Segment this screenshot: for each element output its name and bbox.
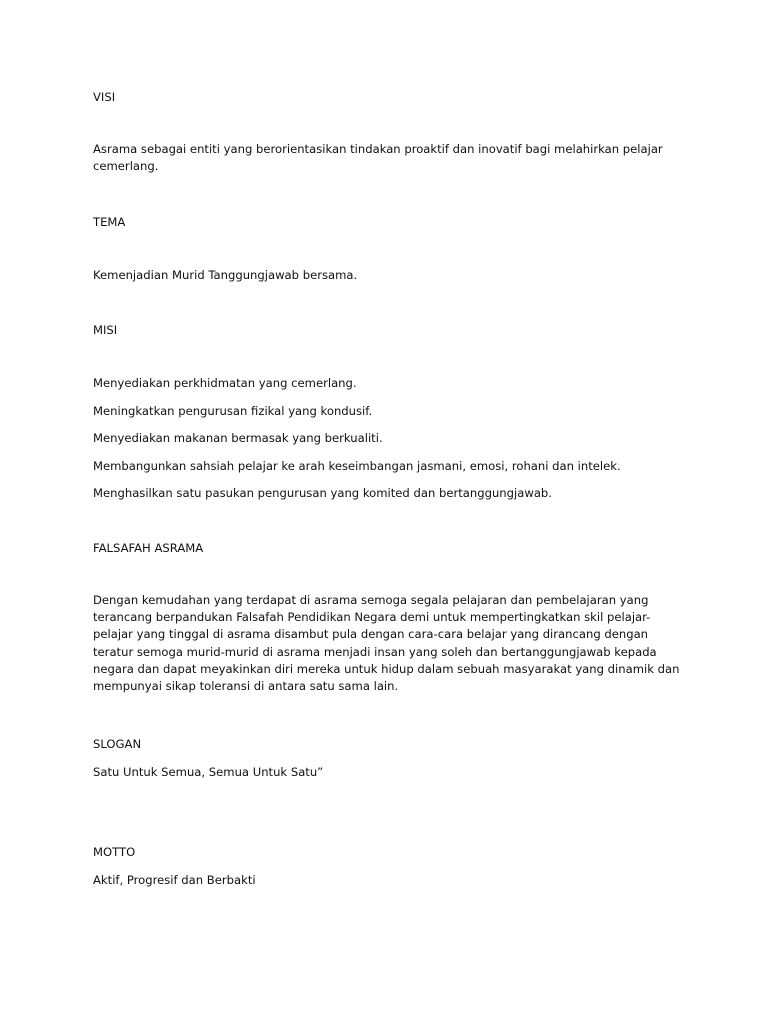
misi-heading: MISI [93,323,118,337]
misi-item: Menyediakan makanan bermasak yang berkualiti. [93,431,383,445]
falsafah-paragraph [93,592,683,695]
misi-item: Membangunkan sahsiah pelajar ke arah keseimbangan jasmani, emosi, rohani dan intelek. [93,459,621,473]
falsafah-line: teratur semoga murid-murid di asrama menjadi insan yang soleh dan bertanggungjawab kepada [93,644,657,659]
visi-line: Asrama sebagai entiti yang berorientasikan tindakan proaktif dan inovatif bagi melahirkan pelajar [93,142,663,156]
falsafah-line: Dengan kemudahan yang terdapat di asrama semoga segala pelajaran dan pembelajaran yang [93,593,649,607]
falsafah-line: pelajar yang tinggal di asrama disambut pula dengan cara-cara belajar yang dirancang dengan [93,627,649,642]
slogan-heading: SLOGAN [93,737,142,751]
motto-heading: MOTTO [93,845,136,859]
slogan-text: Satu Untuk Semua, Semua Untuk Satu” [93,765,324,779]
falsafah-heading: FALSAFAH ASRAMA [93,541,204,555]
falsafah-line: mempunyai sikap toleransi di antara satu sama lain. [93,679,399,694]
tema-heading: TEMA [93,215,126,229]
falsafah-line: terancang berpandukan Falsafah Pendidikan Negara demi untuk mempertingkatkan skil pelajar- [93,610,651,625]
visi-paragraph [93,141,683,175]
tema-text: Kemenjadian Murid Tanggungjawab bersama. [93,268,358,282]
misi-item: Meningkatkan pengurusan fizikal yang kondusif. [93,404,373,418]
visi-line: cemerlang. [93,159,159,174]
misi-item: Menyediakan perkhidmatan yang cemerlang. [93,376,357,390]
motto-text: Aktif, Progresif dan Berbakti [93,873,256,887]
misi-item: Menghasilkan satu pasukan pengurusan yang komited dan bertanggungjawab. [93,486,552,500]
falsafah-line: negara dan dapat meyakinkan diri mereka untuk hidup dalam sebuah masyarakat yang dinamik dan [93,661,680,676]
visi-heading: VISI [93,90,116,104]
